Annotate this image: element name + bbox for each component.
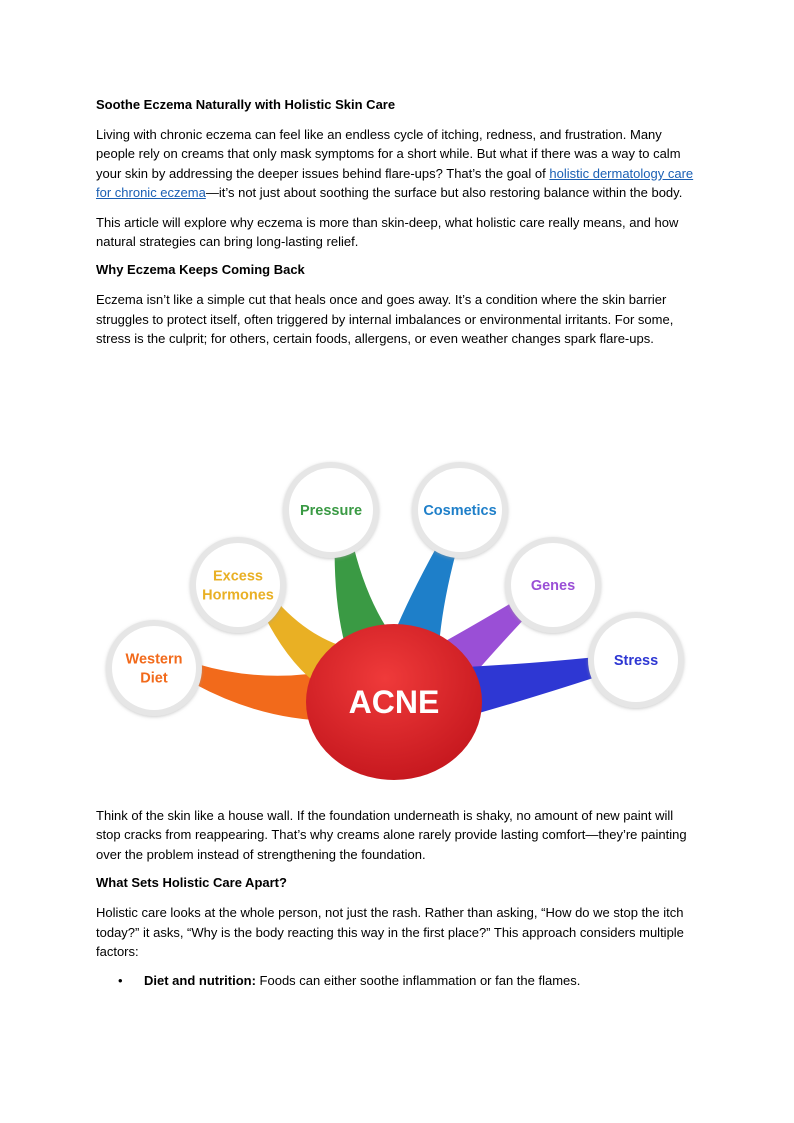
center-label: ACNE — [348, 684, 440, 720]
overview-paragraph: This article will explore why eczema is more than skin-deep, what holistic care really means, and how natural strategies can bring long-lasting relief. — [96, 214, 679, 250]
node-label: Genes — [530, 578, 576, 594]
node-stress — [588, 612, 684, 708]
holistic-care-link[interactable]: holistic dermatology care for chronic eczema — [96, 165, 694, 201]
node-pressure — [283, 462, 379, 558]
node-inner-circle — [112, 626, 196, 710]
article-top — [96, 96, 696, 359]
acne-diagram — [100, 460, 694, 790]
acne-diagram-svg — [100, 460, 694, 790]
node-genes — [505, 537, 601, 633]
node-label: Excess — [213, 568, 263, 585]
intro-text-before-link: Living with chronic eczema can feel like an endless cycle of itching, redness, and frustration. Many people rely on creams that only mask symptoms for a short while. But what if there was a way to calm your skin by addressing the deeper issues behind flare-ups? That’s the goal of — [96, 127, 681, 181]
foundation-paragraph: Think of the skin like a house wall. If the foundation underneath is shaky, no amount of new paint will stop cracks from reappearing. That’s why creams alone rarely provide lasting comfort—they’re painting over the problem instead of strengthening the foundation. — [96, 808, 687, 862]
node-label: Stress — [613, 653, 659, 669]
node-label: Cosmetics — [423, 503, 497, 519]
why-paragraph: Eczema isn’t like a simple cut that heals once and goes away. It’s a condition where the skin barrier struggles to protect itself, often triggered by internal imbalances or environmental irritants. For some, stress is the culprit; for others, certain foods, allergens, or even weather changes spark flare-ups. — [96, 292, 674, 347]
intro-text-after-link: —it’s not just about soothing the surface but also restoring balance within the body. — [205, 185, 683, 201]
list-item-term: Diet and nutrition: — [144, 973, 256, 989]
section-heading-holistic: What Sets Holistic Care Apart? — [96, 875, 287, 891]
section-heading-why: Why Eczema Keeps Coming Back — [96, 262, 305, 278]
node-label: Pressure — [299, 503, 363, 519]
factors-list — [96, 971, 696, 990]
bullet-symbol: • — [118, 973, 123, 989]
holistic-paragraph: Holistic care looks at the whole person, not just the rash. Rather than asking, “How do we stop the itch today?” it asks, “Why is the body reacting this way in the first place?” This approach considers multiple factors: — [96, 905, 684, 960]
node-label: Hormones — [202, 587, 274, 604]
list-item — [96, 971, 696, 990]
article-bottom — [96, 806, 696, 990]
node-label: Western — [125, 651, 183, 668]
node-inner-circle — [196, 543, 280, 627]
node-label: Diet — [140, 670, 168, 687]
intro-paragraph — [96, 125, 696, 203]
list-item-text: Foods can either soothe inflammation or fan the flames. — [255, 973, 581, 989]
article-title: Soothe Eczema Naturally with Holistic Skin Care — [96, 97, 396, 112]
node-cosmetics — [412, 462, 508, 558]
node-excess-hormones — [190, 537, 286, 633]
node-western-diet — [106, 620, 202, 716]
